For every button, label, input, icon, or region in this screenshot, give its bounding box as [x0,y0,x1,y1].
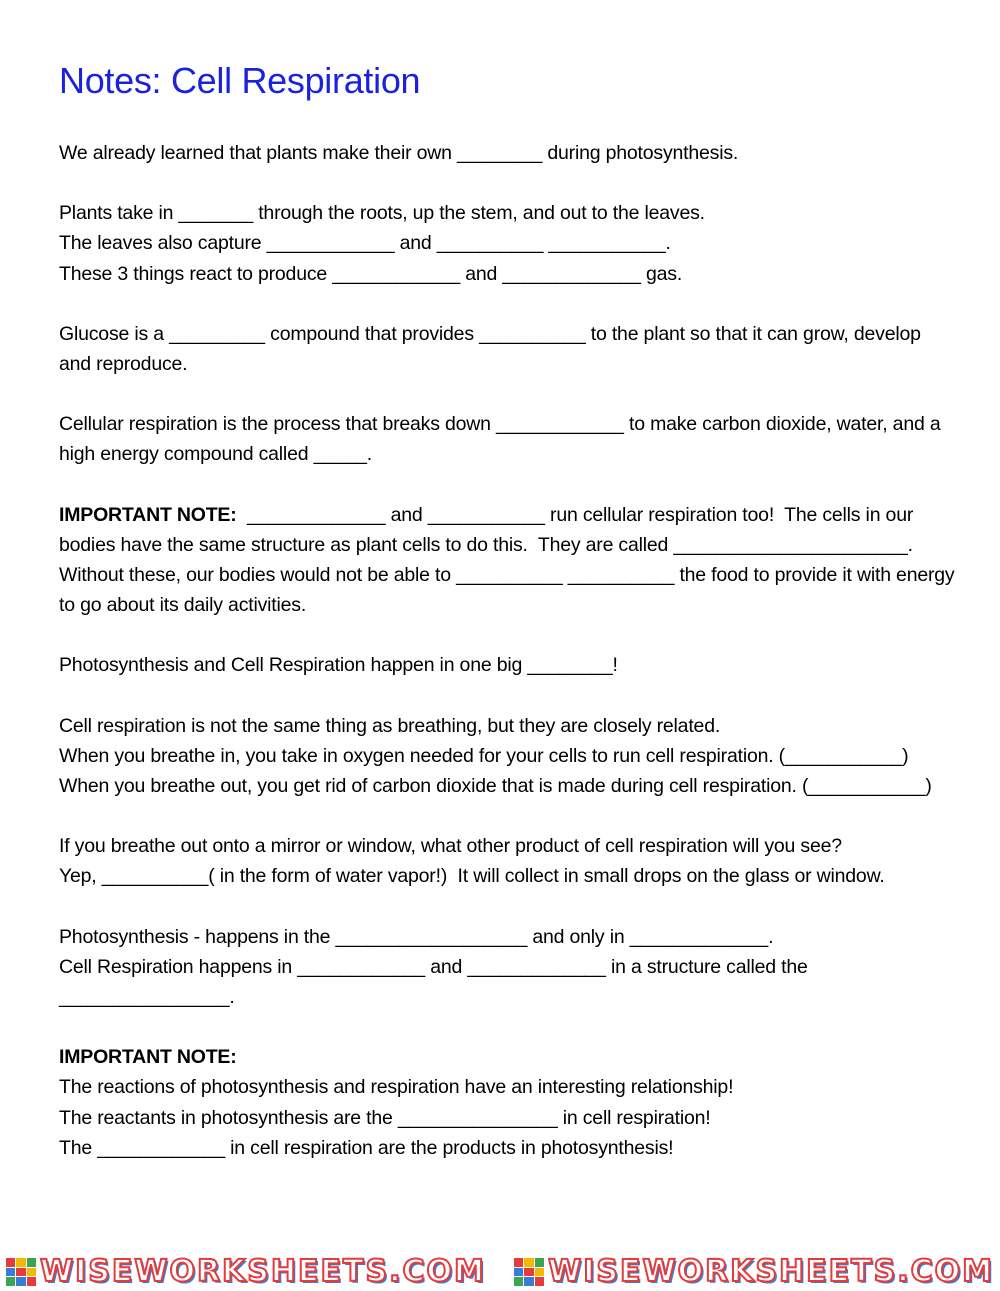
worksheet-page [59,58,959,1193]
text-line: ________________. [59,986,235,1009]
text-line: We already learned that plants make their own ________ during photosynthesis. [59,142,739,164]
paragraph [59,138,959,168]
brand-logo-icon [514,1258,544,1286]
text-line: Photosynthesis and Cell Respiration happen in one big ________! [59,654,618,677]
note-heading: IMPORTANT NOTE: [59,1046,237,1069]
note-lead: IMPORTANT NOTE: [59,503,237,526]
text-line: bodies have the same structure as plant cells to do this. They are called ______________________. [59,533,913,556]
text-line: The reactions of photosynthesis and respiration have an interesting relationship! [59,1076,734,1099]
text-line: and reproduce. [59,353,188,376]
brand-watermark-left [6,1254,486,1289]
brand-text: WISEWORKSHEETS.COM [40,1254,486,1289]
paragraph [59,650,959,680]
text-line: The leaves also capture ____________ and __________ ___________. [59,232,671,255]
text-line: When you breathe in, you take in oxygen needed for your cells to run cell respiration. (___________) [59,744,909,767]
text-line: Yep, __________( in the form of water vapor!) It will collect in small drops on the glass or window. [59,865,885,888]
text-line: Photosynthesis - happens in the __________________ and only in _____________. [59,925,774,948]
text-line: The ____________ in cell respiration are the products in photosynthesis! [59,1136,674,1159]
text-line: If you breathe out onto a mirror or window, what other product of cell respiration will you see? [59,835,842,858]
brand-logo-icon [6,1258,36,1286]
text-line: to go about its daily activities. [59,594,307,617]
worksheet-content [59,138,959,1163]
paragraph [59,831,959,891]
paragraph [59,198,959,289]
paragraph [59,711,959,802]
text-line: Without these, our bodies would not be able to __________ __________ the food to provide it with energy [59,564,955,587]
text-line: When you breathe out, you get rid of carbon dioxide that is made during cell respiration. (___________) [59,775,932,798]
page-title: Notes: Cell Respiration [59,60,421,101]
paragraph [59,922,959,1013]
text-line: These 3 things react to produce ____________ and _____________ gas. [59,262,683,285]
text-line: Cellular respiration is the process that breaks down ____________ to make carbon dioxide, water, and a [59,413,941,436]
text-line: high energy compound called _____. [59,443,373,466]
text-line: The reactants in photosynthesis are the _______________ in cell respiration! [59,1106,711,1129]
text-line [59,500,959,530]
brand-text: WISEWORKSHEETS.COM [548,1254,994,1289]
text-line: Plants take in _______ through the roots, up the stem, and out to the leaves. [59,202,705,225]
text-span: _____________ and ___________ run cellular respiration too! The cells in our [236,503,914,526]
paragraph [59,500,959,621]
text-line: Cell respiration is not the same thing as breathing, but they are closely related. [59,714,721,737]
text-line: Glucose is a _________ compound that provides __________ to the plant so that it can grow, develop [59,322,921,345]
paragraph [59,319,959,379]
watermark-footer [0,1256,1000,1288]
paragraph [59,409,959,469]
paragraph [59,1042,959,1163]
brand-watermark-right [514,1254,994,1289]
text-line: Cell Respiration happens in ____________ and _____________ in a structure called the [59,955,808,978]
